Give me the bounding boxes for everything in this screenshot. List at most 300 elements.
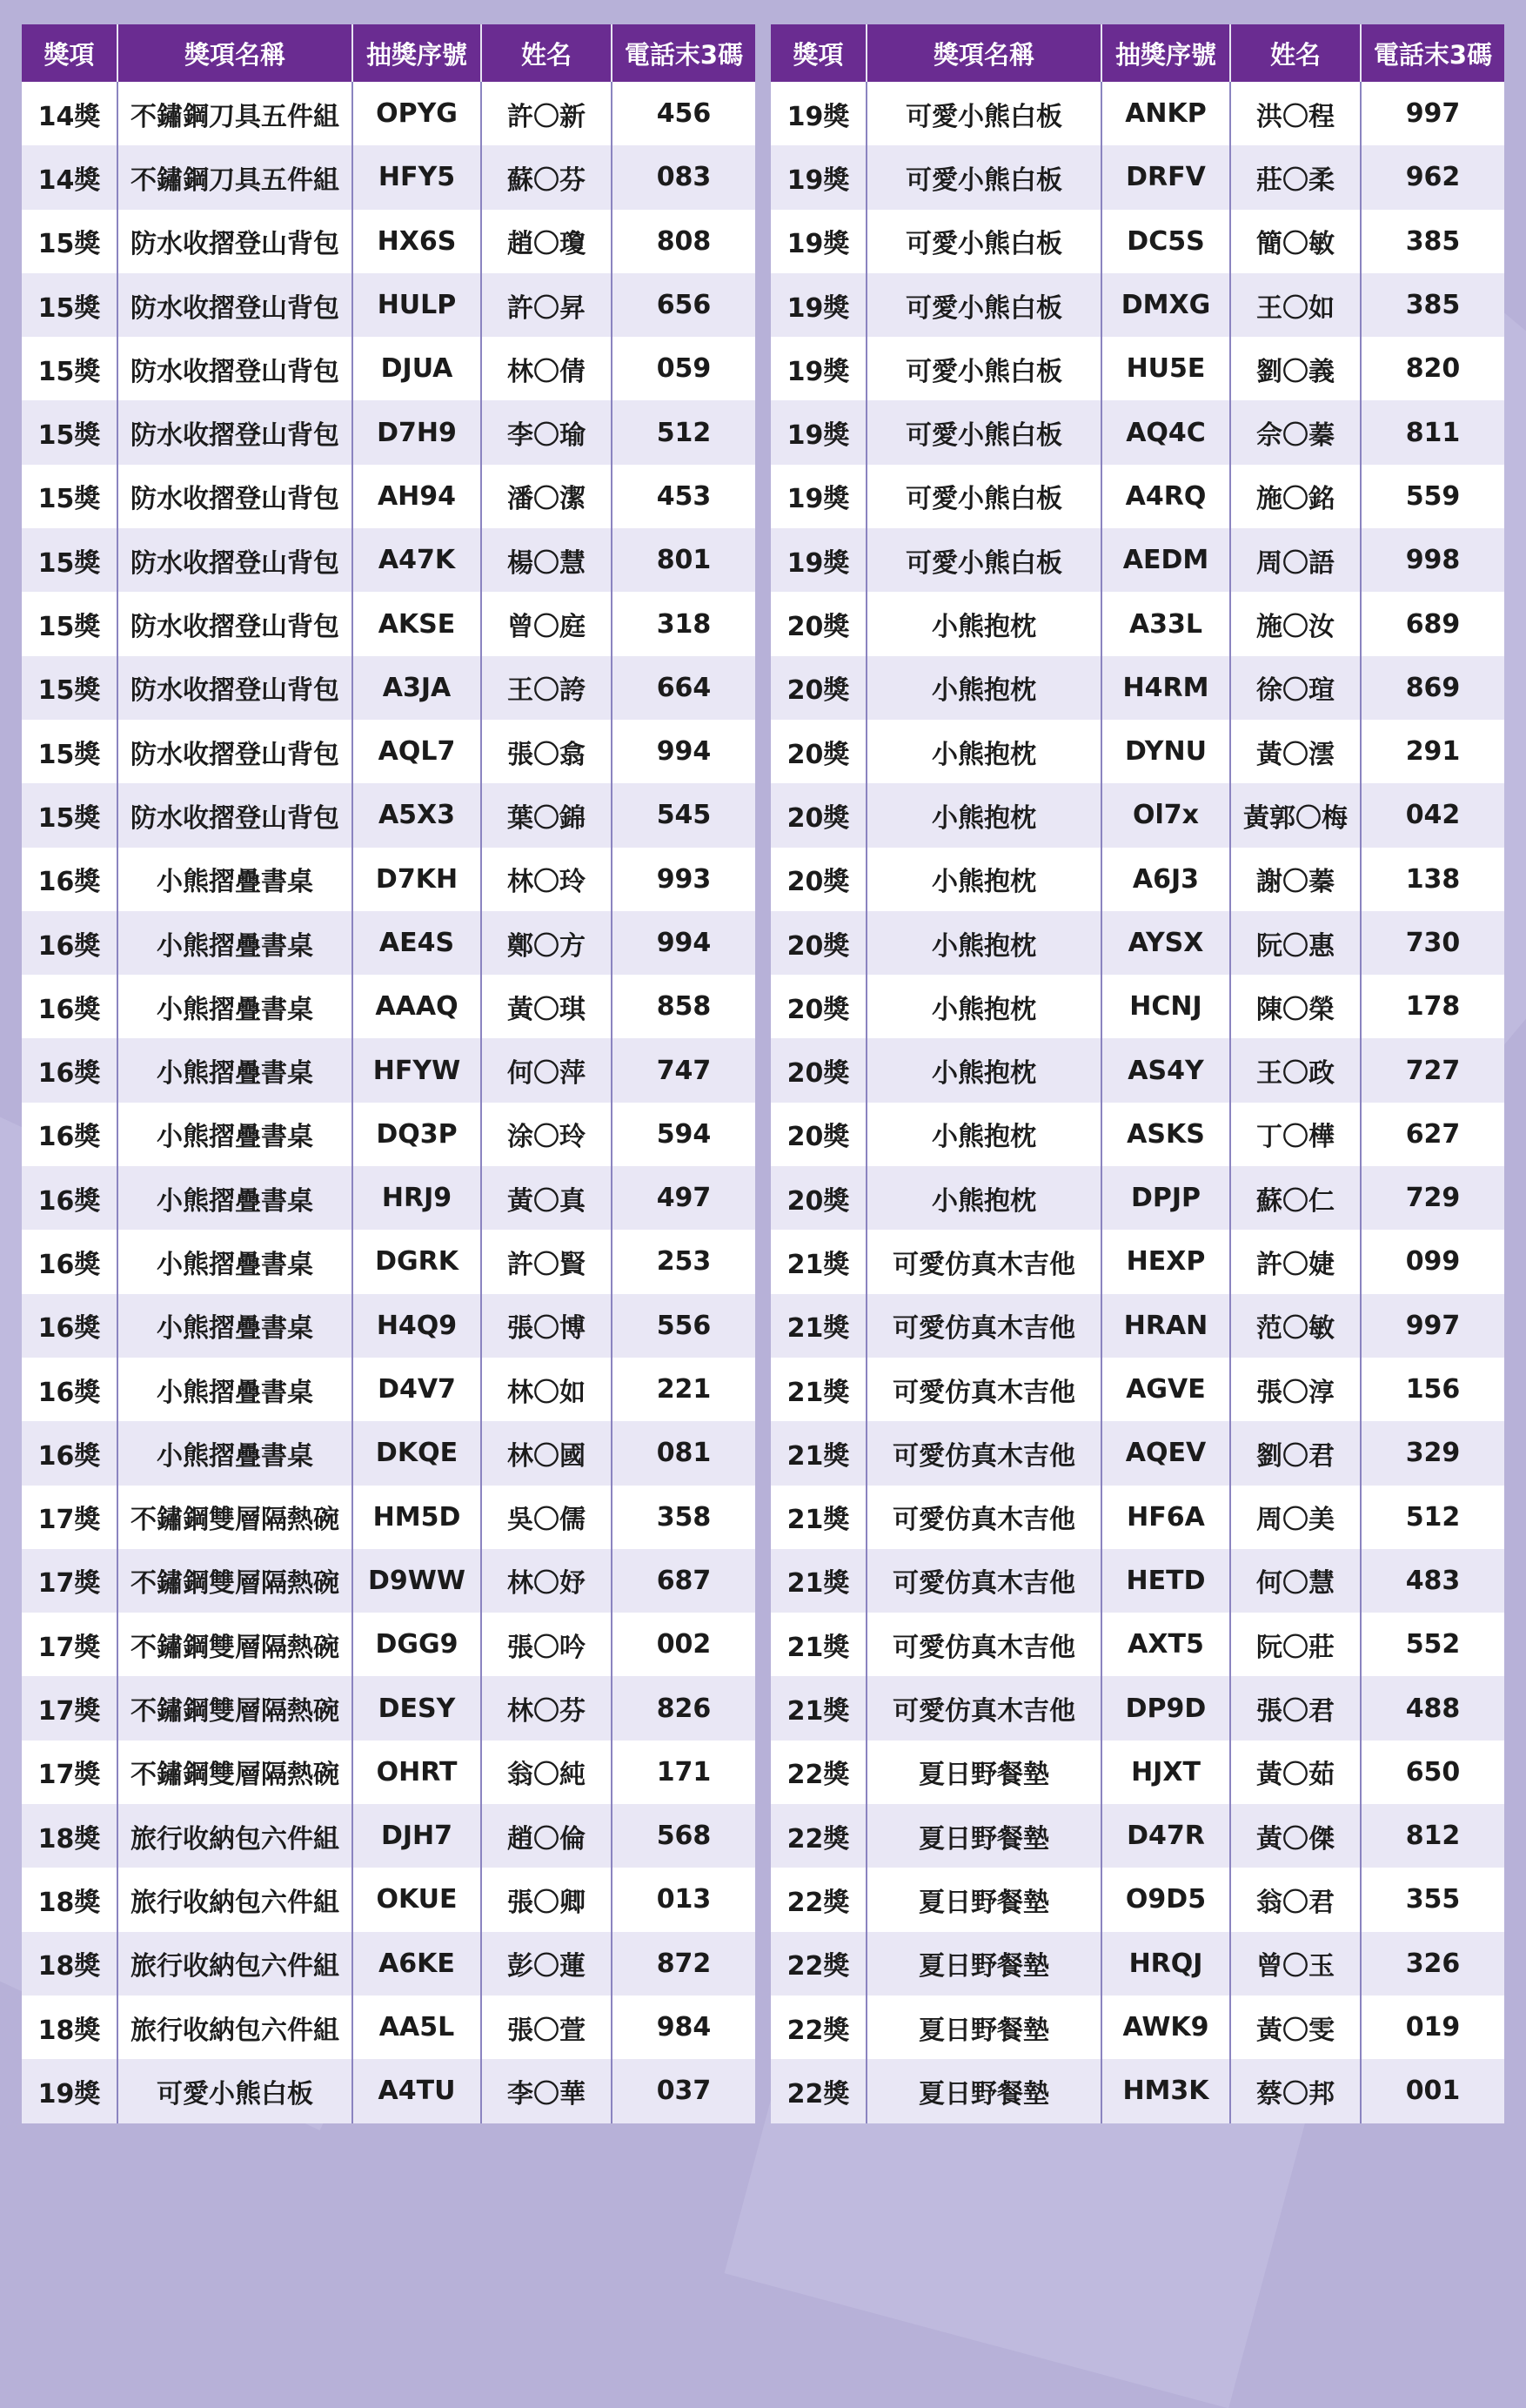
phone-cell: 221 — [612, 1358, 755, 1421]
header-prize-name: 獎項名稱 — [117, 24, 352, 82]
table-row — [771, 528, 1504, 592]
table-row — [22, 911, 755, 975]
draw-number-cell: HRJ9 — [352, 1166, 481, 1230]
draw-number-cell: ANKP — [1101, 82, 1230, 145]
phone-cell: 171 — [612, 1741, 755, 1804]
name-cell: 葉〇錦 — [481, 783, 612, 847]
prize-cell: 15獎 — [22, 273, 117, 337]
prize-name-cell: 可愛仿真木吉他 — [867, 1613, 1101, 1676]
prize-cell: 15獎 — [22, 783, 117, 847]
prize-name-cell: 夏日野餐墊 — [867, 1868, 1101, 1931]
draw-number-cell: OKUE — [352, 1868, 481, 1931]
name-cell: 林〇國 — [481, 1421, 612, 1485]
draw-number-cell: HJXT — [1101, 1741, 1230, 1804]
table-row — [771, 1230, 1504, 1293]
prize-name-cell: 夏日野餐墊 — [867, 1741, 1101, 1804]
prize-name-cell: 不鏽鋼刀具五件組 — [117, 145, 352, 209]
draw-number-cell: HM3K — [1101, 2059, 1230, 2123]
prize-cell: 22獎 — [771, 1741, 867, 1804]
header-phone: 電話末3碼 — [1361, 24, 1504, 82]
prize-cell: 15獎 — [22, 592, 117, 655]
prize-cell: 20獎 — [771, 1166, 867, 1230]
prize-name-cell: 夏日野餐墊 — [867, 1804, 1101, 1868]
table-row — [22, 783, 755, 847]
name-cell: 許〇昇 — [481, 273, 612, 337]
phone-cell: 729 — [1361, 1166, 1504, 1230]
phone-cell: 358 — [612, 1486, 755, 1549]
prize-cell: 20獎 — [771, 911, 867, 975]
draw-number-cell: D9WW — [352, 1549, 481, 1613]
prize-name-cell: 可愛小熊白板 — [117, 2059, 352, 2123]
draw-number-cell: AEDM — [1101, 528, 1230, 592]
phone-cell: 291 — [1361, 720, 1504, 783]
name-cell: 洪〇程 — [1230, 82, 1361, 145]
phone-cell: 994 — [612, 911, 755, 975]
prize-cell: 21獎 — [771, 1613, 867, 1676]
name-cell: 徐〇瑄 — [1230, 656, 1361, 720]
prize-cell: 15獎 — [22, 337, 117, 400]
draw-number-cell: HRAN — [1101, 1294, 1230, 1358]
phone-cell: 568 — [612, 1804, 755, 1868]
name-cell: 許〇賢 — [481, 1230, 612, 1293]
draw-number-cell: HETD — [1101, 1549, 1230, 1613]
name-cell: 蘇〇芬 — [481, 145, 612, 209]
prize-name-cell: 可愛仿真木吉他 — [867, 1358, 1101, 1421]
name-cell: 張〇卿 — [481, 1868, 612, 1931]
prize-cell: 16獎 — [22, 911, 117, 975]
prize-name-cell: 可愛仿真木吉他 — [867, 1230, 1101, 1293]
prize-name-cell: 小熊摺疊書桌 — [117, 1421, 352, 1485]
name-cell: 何〇慧 — [1230, 1549, 1361, 1613]
phone-cell: 858 — [612, 975, 755, 1038]
table-row — [22, 1166, 755, 1230]
name-cell: 丁〇樺 — [1230, 1103, 1361, 1166]
prize-cell: 16獎 — [22, 1230, 117, 1293]
prize-cell: 20獎 — [771, 848, 867, 911]
prize-cell: 17獎 — [22, 1486, 117, 1549]
table-row — [771, 720, 1504, 783]
table-row — [22, 1932, 755, 1995]
prize-cell: 20獎 — [771, 1103, 867, 1166]
name-cell: 許〇新 — [481, 82, 612, 145]
name-cell: 翁〇純 — [481, 1741, 612, 1804]
prize-name-cell: 可愛小熊白板 — [867, 400, 1101, 464]
prize-cell: 16獎 — [22, 1358, 117, 1421]
table-row — [771, 465, 1504, 528]
draw-number-cell: A33L — [1101, 592, 1230, 655]
prize-cell: 21獎 — [771, 1230, 867, 1293]
name-cell: 謝〇蓁 — [1230, 848, 1361, 911]
draw-number-cell: DGG9 — [352, 1613, 481, 1676]
prize-name-cell: 可愛仿真木吉他 — [867, 1676, 1101, 1740]
prize-name-cell: 防水收摺登山背包 — [117, 592, 352, 655]
prize-cell: 17獎 — [22, 1676, 117, 1740]
prize-name-cell: 防水收摺登山背包 — [117, 528, 352, 592]
draw-number-cell: HX6S — [352, 210, 481, 273]
name-cell: 彭〇蓮 — [481, 1932, 612, 1995]
table-row — [771, 273, 1504, 337]
table-row — [771, 1038, 1504, 1102]
prize-name-cell: 可愛小熊白板 — [867, 273, 1101, 337]
name-cell: 張〇淳 — [1230, 1358, 1361, 1421]
name-cell: 施〇銘 — [1230, 465, 1361, 528]
draw-number-cell: AQ4C — [1101, 400, 1230, 464]
phone-cell: 730 — [1361, 911, 1504, 975]
prize-name-cell: 小熊摺疊書桌 — [117, 1358, 352, 1421]
prize-name-cell: 夏日野餐墊 — [867, 2059, 1101, 2123]
phone-cell: 994 — [612, 720, 755, 783]
prize-name-cell: 可愛小熊白板 — [867, 337, 1101, 400]
name-cell: 黃郭〇梅 — [1230, 783, 1361, 847]
prize-name-cell: 防水收摺登山背包 — [117, 656, 352, 720]
prize-name-cell: 不鏽鋼雙層隔熱碗 — [117, 1486, 352, 1549]
prize-cell: 19獎 — [771, 465, 867, 528]
table-row — [22, 1230, 755, 1293]
prize-name-cell: 可愛小熊白板 — [867, 210, 1101, 273]
name-cell: 李〇瑜 — [481, 400, 612, 464]
prize-name-cell: 可愛仿真木吉他 — [867, 1486, 1101, 1549]
header-draw-number: 抽獎序號 — [352, 24, 481, 82]
draw-number-cell: H4Q9 — [352, 1294, 481, 1358]
prize-name-cell: 不鏽鋼雙層隔熱碗 — [117, 1549, 352, 1613]
header-name: 姓名 — [1230, 24, 1361, 82]
phone-cell: 545 — [612, 783, 755, 847]
prize-cell: 17獎 — [22, 1741, 117, 1804]
draw-number-cell: DESY — [352, 1676, 481, 1740]
prize-name-cell: 小熊摺疊書桌 — [117, 911, 352, 975]
name-cell: 蔡〇邦 — [1230, 2059, 1361, 2123]
table-row — [22, 82, 755, 145]
prize-cell: 21獎 — [771, 1549, 867, 1613]
phone-cell: 355 — [1361, 1868, 1504, 1931]
prize-name-cell: 小熊抱枕 — [867, 592, 1101, 655]
winners-table-left — [22, 24, 755, 2123]
phone-cell: 552 — [1361, 1613, 1504, 1676]
draw-number-cell: HF6A — [1101, 1486, 1230, 1549]
prize-cell: 17獎 — [22, 1613, 117, 1676]
draw-number-cell: A47K — [352, 528, 481, 592]
draw-number-cell: AA5L — [352, 1995, 481, 2059]
prize-name-cell: 防水收摺登山背包 — [117, 210, 352, 273]
draw-number-cell: DP9D — [1101, 1676, 1230, 1740]
prize-name-cell: 可愛小熊白板 — [867, 145, 1101, 209]
header-phone: 電話末3碼 — [612, 24, 755, 82]
prize-name-cell: 小熊抱枕 — [867, 848, 1101, 911]
name-cell: 張〇翕 — [481, 720, 612, 783]
name-cell: 趙〇倫 — [481, 1804, 612, 1868]
prize-name-cell: 旅行收納包六件組 — [117, 1868, 352, 1931]
prize-name-cell: 小熊摺疊書桌 — [117, 1166, 352, 1230]
draw-number-cell: DPJP — [1101, 1166, 1230, 1230]
name-cell: 張〇君 — [1230, 1676, 1361, 1740]
prize-name-cell: 防水收摺登山背包 — [117, 720, 352, 783]
name-cell: 阮〇莊 — [1230, 1613, 1361, 1676]
name-cell: 許〇婕 — [1230, 1230, 1361, 1293]
prize-name-cell: 旅行收納包六件組 — [117, 1995, 352, 2059]
draw-number-cell: DKQE — [352, 1421, 481, 1485]
phone-cell: 019 — [1361, 1995, 1504, 2059]
name-cell: 楊〇慧 — [481, 528, 612, 592]
prize-name-cell: 夏日野餐墊 — [867, 1932, 1101, 1995]
table-row — [771, 145, 1504, 209]
name-cell: 周〇語 — [1230, 528, 1361, 592]
phone-cell: 820 — [1361, 337, 1504, 400]
phone-cell: 042 — [1361, 783, 1504, 847]
phone-cell: 081 — [612, 1421, 755, 1485]
draw-number-cell: A6J3 — [1101, 848, 1230, 911]
name-cell: 曾〇玉 — [1230, 1932, 1361, 1995]
name-cell: 林〇倩 — [481, 337, 612, 400]
phone-cell: 808 — [612, 210, 755, 273]
draw-number-cell: OHRT — [352, 1741, 481, 1804]
prize-cell: 16獎 — [22, 1166, 117, 1230]
table-row — [771, 592, 1504, 655]
draw-number-cell: AH94 — [352, 465, 481, 528]
prize-cell: 19獎 — [771, 273, 867, 337]
prize-cell: 18獎 — [22, 1804, 117, 1868]
draw-number-cell: DMXG — [1101, 273, 1230, 337]
table-row — [771, 656, 1504, 720]
table-row — [771, 1294, 1504, 1358]
table-row — [22, 1038, 755, 1102]
table-row — [22, 1294, 755, 1358]
name-cell: 涂〇玲 — [481, 1103, 612, 1166]
table-row — [771, 975, 1504, 1038]
prize-name-cell: 小熊抱枕 — [867, 783, 1101, 847]
prize-cell: 15獎 — [22, 720, 117, 783]
draw-number-cell: HM5D — [352, 1486, 481, 1549]
draw-number-cell: A6KE — [352, 1932, 481, 1995]
prize-cell: 22獎 — [771, 1995, 867, 2059]
prize-cell: 15獎 — [22, 528, 117, 592]
name-cell: 莊〇柔 — [1230, 145, 1361, 209]
phone-cell: 453 — [612, 465, 755, 528]
name-cell: 黃〇琪 — [481, 975, 612, 1038]
phone-cell: 687 — [612, 1549, 755, 1613]
phone-cell: 594 — [612, 1103, 755, 1166]
phone-cell: 512 — [612, 400, 755, 464]
draw-number-cell: HRQJ — [1101, 1932, 1230, 1995]
phone-cell: 326 — [1361, 1932, 1504, 1995]
draw-number-cell: AQEV — [1101, 1421, 1230, 1485]
header-name: 姓名 — [481, 24, 612, 82]
draw-number-cell: D4V7 — [352, 1358, 481, 1421]
draw-number-cell: AE4S — [352, 911, 481, 975]
prize-cell: 21獎 — [771, 1358, 867, 1421]
prize-cell: 15獎 — [22, 465, 117, 528]
prize-name-cell: 小熊抱枕 — [867, 1038, 1101, 1102]
draw-number-cell: A4TU — [352, 2059, 481, 2123]
phone-cell: 962 — [1361, 145, 1504, 209]
phone-cell: 059 — [612, 337, 755, 400]
prize-cell: 16獎 — [22, 975, 117, 1038]
table-row — [22, 1676, 755, 1740]
prize-name-cell: 可愛仿真木吉他 — [867, 1421, 1101, 1485]
phone-cell: 627 — [1361, 1103, 1504, 1166]
table-row — [771, 82, 1504, 145]
prize-cell: 18獎 — [22, 1995, 117, 2059]
prize-cell: 18獎 — [22, 1868, 117, 1931]
table-row — [771, 1676, 1504, 1740]
table-row — [771, 848, 1504, 911]
phone-cell: 998 — [1361, 528, 1504, 592]
phone-cell: 656 — [612, 273, 755, 337]
draw-number-cell: DC5S — [1101, 210, 1230, 273]
prize-name-cell: 防水收摺登山背包 — [117, 783, 352, 847]
name-cell: 王〇誇 — [481, 656, 612, 720]
table-row — [771, 1868, 1504, 1931]
name-cell: 蘇〇仁 — [1230, 1166, 1361, 1230]
prize-cell: 21獎 — [771, 1421, 867, 1485]
prize-cell: 20獎 — [771, 1038, 867, 1102]
header-row — [22, 24, 755, 82]
draw-number-cell: AGVE — [1101, 1358, 1230, 1421]
phone-cell: 872 — [612, 1932, 755, 1995]
table-row — [22, 592, 755, 655]
prize-cell: 16獎 — [22, 848, 117, 911]
draw-number-cell: D47R — [1101, 1804, 1230, 1868]
prize-cell: 22獎 — [771, 1868, 867, 1931]
draw-number-cell: O9D5 — [1101, 1868, 1230, 1931]
phone-cell: 456 — [612, 82, 755, 145]
table-row — [22, 656, 755, 720]
name-cell: 黃〇傑 — [1230, 1804, 1361, 1868]
prize-cell: 20獎 — [771, 656, 867, 720]
prize-cell: 16獎 — [22, 1038, 117, 1102]
table-row — [771, 210, 1504, 273]
prize-name-cell: 可愛小熊白板 — [867, 528, 1101, 592]
prize-cell: 19獎 — [771, 528, 867, 592]
phone-cell: 559 — [1361, 465, 1504, 528]
phone-cell: 556 — [612, 1294, 755, 1358]
prize-name-cell: 小熊抱枕 — [867, 656, 1101, 720]
phone-cell: 037 — [612, 2059, 755, 2123]
phone-cell: 138 — [1361, 848, 1504, 911]
prize-cell: 15獎 — [22, 400, 117, 464]
draw-number-cell: DJUA — [352, 337, 481, 400]
name-cell: 王〇政 — [1230, 1038, 1361, 1102]
phone-cell: 002 — [612, 1613, 755, 1676]
draw-number-cell: HCNJ — [1101, 975, 1230, 1038]
table-row — [22, 400, 755, 464]
draw-number-cell: AKSE — [352, 592, 481, 655]
name-cell: 黃〇雯 — [1230, 1995, 1361, 2059]
prize-name-cell: 可愛小熊白板 — [867, 82, 1101, 145]
prize-name-cell: 小熊摺疊書桌 — [117, 1230, 352, 1293]
prize-cell: 14獎 — [22, 82, 117, 145]
prize-name-cell: 旅行收納包六件組 — [117, 1804, 352, 1868]
table-row — [771, 1486, 1504, 1549]
table-row — [22, 2059, 755, 2123]
phone-cell: 013 — [612, 1868, 755, 1931]
table-row — [22, 1486, 755, 1549]
table-row — [22, 1421, 755, 1485]
table-row — [22, 210, 755, 273]
name-cell: 趙〇瓊 — [481, 210, 612, 273]
name-cell: 林〇玲 — [481, 848, 612, 911]
table-row — [771, 337, 1504, 400]
phone-cell: 488 — [1361, 1676, 1504, 1740]
draw-number-cell: AYSX — [1101, 911, 1230, 975]
table-row — [771, 1358, 1504, 1421]
name-cell: 黃〇澐 — [1230, 720, 1361, 783]
table-row — [22, 1804, 755, 1868]
name-cell: 何〇萍 — [481, 1038, 612, 1102]
prize-name-cell: 可愛仿真木吉他 — [867, 1294, 1101, 1358]
table-row — [22, 337, 755, 400]
prize-name-cell: 不鏽鋼雙層隔熱碗 — [117, 1613, 352, 1676]
table-row — [771, 911, 1504, 975]
draw-number-cell: AAAQ — [352, 975, 481, 1038]
draw-number-cell: HU5E — [1101, 337, 1230, 400]
draw-number-cell: DQ3P — [352, 1103, 481, 1166]
table-row — [771, 2059, 1504, 2123]
header-draw-number: 抽獎序號 — [1101, 24, 1230, 82]
draw-number-cell: HFYW — [352, 1038, 481, 1102]
prize-cell: 19獎 — [771, 82, 867, 145]
phone-cell: 099 — [1361, 1230, 1504, 1293]
prize-name-cell: 小熊抱枕 — [867, 911, 1101, 975]
header-prize-name: 獎項名稱 — [867, 24, 1101, 82]
name-cell: 陳〇榮 — [1230, 975, 1361, 1038]
phone-cell: 318 — [612, 592, 755, 655]
prize-name-cell: 防水收摺登山背包 — [117, 273, 352, 337]
table-row — [22, 145, 755, 209]
phone-cell: 512 — [1361, 1486, 1504, 1549]
prize-cell: 19獎 — [771, 337, 867, 400]
phone-cell: 497 — [612, 1166, 755, 1230]
table-row — [771, 783, 1504, 847]
prize-name-cell: 小熊摺疊書桌 — [117, 1038, 352, 1102]
phone-cell: 385 — [1361, 210, 1504, 273]
draw-number-cell: D7H9 — [352, 400, 481, 464]
prize-name-cell: 可愛仿真木吉他 — [867, 1549, 1101, 1613]
table-row — [22, 1549, 755, 1613]
prize-name-cell: 不鏽鋼雙層隔熱碗 — [117, 1676, 352, 1740]
prize-name-cell: 防水收摺登山背包 — [117, 400, 352, 464]
name-cell: 周〇美 — [1230, 1486, 1361, 1549]
table-row — [22, 1995, 755, 2059]
prize-name-cell: 小熊摺疊書桌 — [117, 975, 352, 1038]
phone-cell: 329 — [1361, 1421, 1504, 1485]
prize-cell: 14獎 — [22, 145, 117, 209]
name-cell: 張〇吟 — [481, 1613, 612, 1676]
table-row — [771, 1103, 1504, 1166]
phone-cell: 178 — [1361, 975, 1504, 1038]
winners-table-right — [771, 24, 1504, 2123]
table-row — [22, 465, 755, 528]
prize-cell: 21獎 — [771, 1486, 867, 1549]
draw-number-cell: A5X3 — [352, 783, 481, 847]
prize-cell: 16獎 — [22, 1421, 117, 1485]
prize-name-cell: 小熊摺疊書桌 — [117, 848, 352, 911]
prize-name-cell: 小熊摺疊書桌 — [117, 1294, 352, 1358]
prize-name-cell: 小熊抱枕 — [867, 720, 1101, 783]
phone-cell: 083 — [612, 145, 755, 209]
phone-cell: 826 — [612, 1676, 755, 1740]
table-row — [22, 720, 755, 783]
phone-cell: 385 — [1361, 273, 1504, 337]
phone-cell: 993 — [612, 848, 755, 911]
phone-cell: 253 — [612, 1230, 755, 1293]
table-row — [22, 1741, 755, 1804]
prize-name-cell: 旅行收納包六件組 — [117, 1932, 352, 1995]
draw-number-cell: AS4Y — [1101, 1038, 1230, 1102]
table-row — [771, 1932, 1504, 1995]
prize-cell: 22獎 — [771, 1804, 867, 1868]
table-row — [771, 1549, 1504, 1613]
prize-name-cell: 小熊抱枕 — [867, 975, 1101, 1038]
